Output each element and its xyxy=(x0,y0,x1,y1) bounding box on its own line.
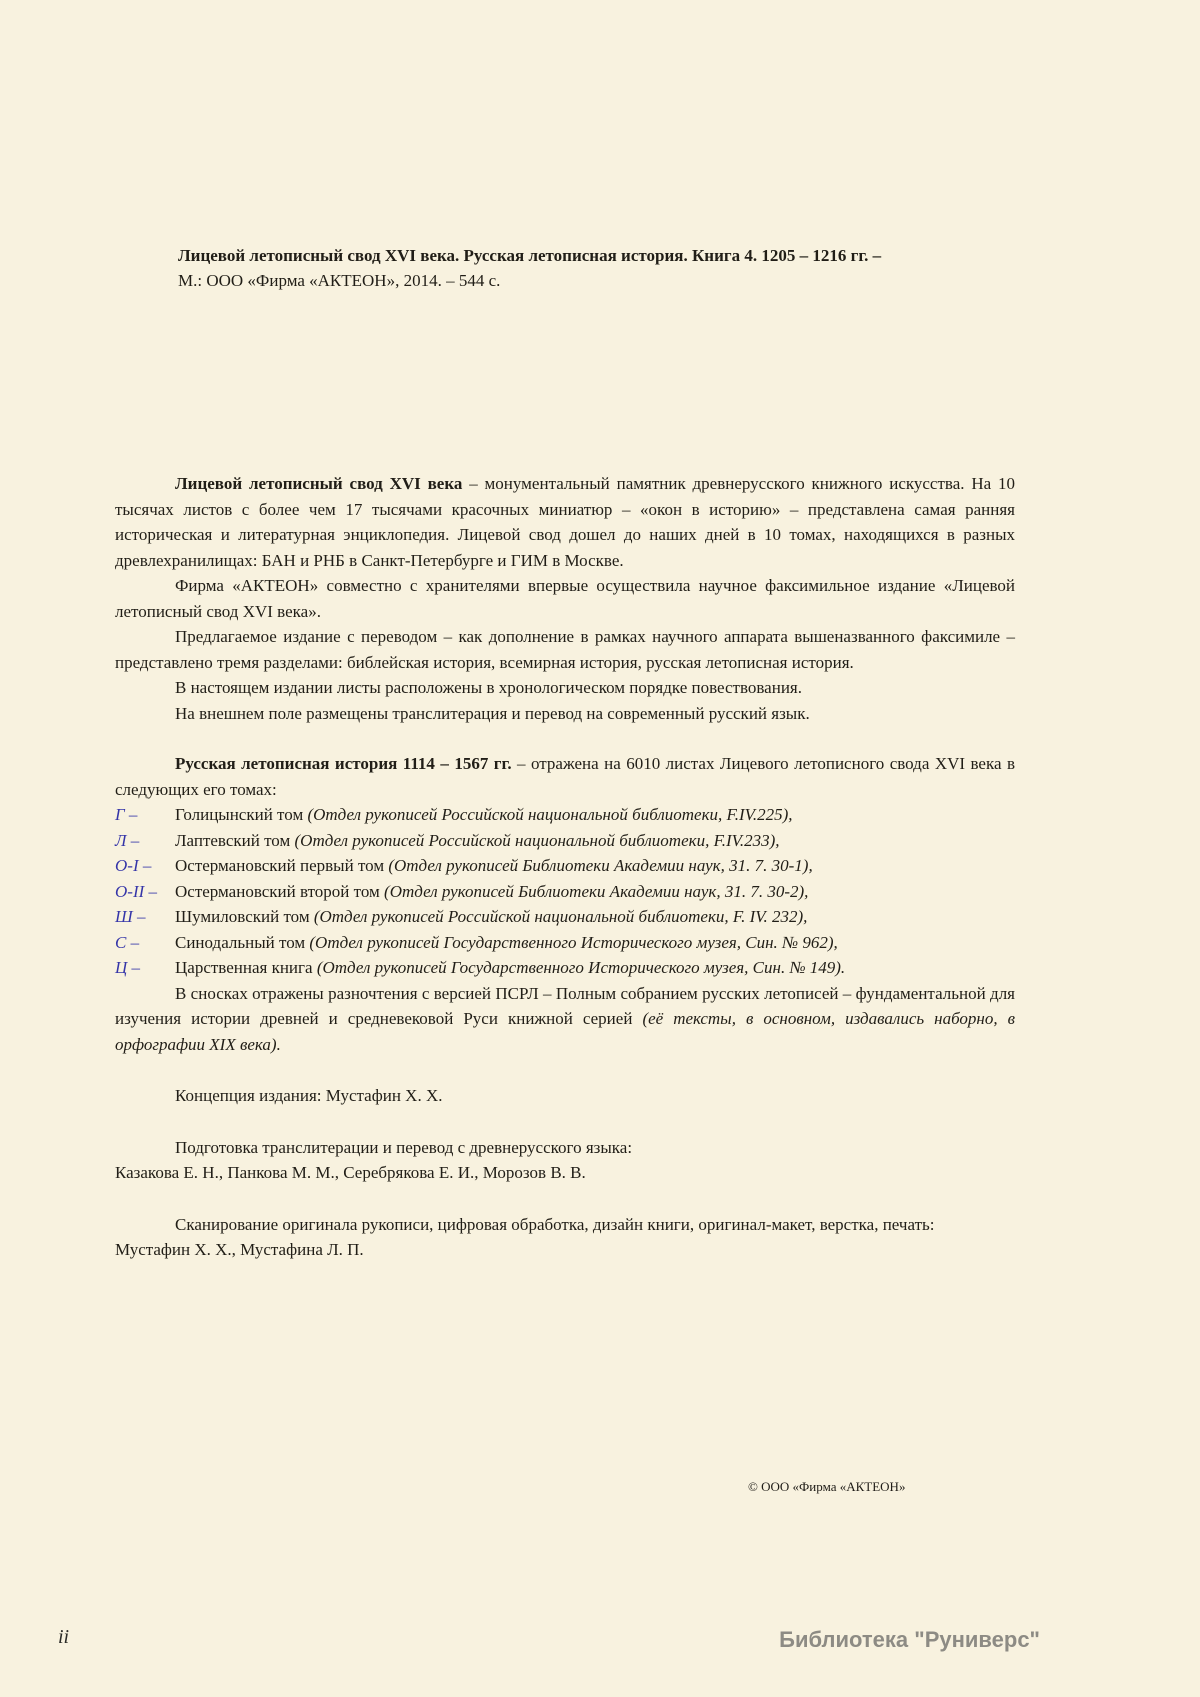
text-run: В сносках отражены разночтения с версией ПСРЛ – Полным собранием русских летописей – фундаментальной для изучения истории древней и средневековой Руси книжной серией xyxy=(115,983,1015,1028)
text-run: На внешнем поле размещены транслитерация и перевод на современный русский язык. xyxy=(175,703,810,723)
volume-source: (Отдел рукописей Библиотеки Академии наук, 31. 7. 30-1), xyxy=(388,856,813,875)
volume-row xyxy=(115,879,1015,905)
page-number: ii xyxy=(58,1626,70,1648)
volume-name: Лаптевский том xyxy=(175,830,295,850)
volume-source: (Отдел рукописей Российской национальной библиотеки, F. IV. 232), xyxy=(313,907,808,926)
credit-group xyxy=(115,1135,1015,1186)
paragraph xyxy=(115,624,1015,675)
main-text xyxy=(115,471,1015,1263)
volume-row xyxy=(115,802,1015,828)
volume-name: Остермановский второй том xyxy=(175,881,385,901)
credit-group xyxy=(115,1212,1015,1263)
volume-letter: Л – xyxy=(115,830,140,850)
library-watermark: Библиотека "Руниверс" xyxy=(779,1627,1040,1652)
text-run: Русская летописная история 1114 – 1567 гг. xyxy=(175,754,512,773)
intro-paragraphs xyxy=(115,471,1015,726)
volume-row xyxy=(115,853,1015,879)
volume-row xyxy=(115,828,1015,854)
text-run: Фирма «АКТЕОН» совместно с хранителями впервые осуществила научное факсимильное издание «Лицевой летописный свод XVI века». xyxy=(115,576,1015,621)
volume-source: (Отдел рукописей Государственного Исторического музея, Син. № 962), xyxy=(309,932,838,952)
citation-line-2: М.: ООО «Фирма «АКТЕОН», 2014. – 544 с. xyxy=(178,271,501,290)
credit-group xyxy=(115,1083,1015,1109)
volume-row xyxy=(115,904,1015,930)
paragraph xyxy=(115,675,1015,701)
volume-source: (Отдел рукописей Российской национальной библиотеки, F.IV.233), xyxy=(294,830,780,850)
text-run: – монументальный памятник древнерусского книжного искусства. На 10 тысячах листов с более чем 17 тысячами красочных миниатюр – «окон в историю» – представлена самая ранняя историческая и литературная энциклопедия. Лицевой свод дошел до наших дней в 10 томах, находящихся в разных древлехранилищах: БАН и РНБ в Санкт-Петербурге и ГИМ в Москве. xyxy=(115,474,1015,570)
volume-row xyxy=(115,930,1015,956)
volume-letter: О-II – xyxy=(115,881,158,901)
volume-row xyxy=(115,955,1015,981)
volume-letter: Ш – xyxy=(115,907,146,926)
volume-name: Голицынский том xyxy=(175,805,308,824)
volume-source: (Отдел рукописей Государственного Исторического музея, Син. № 149). xyxy=(316,958,846,977)
volume-list xyxy=(115,802,1015,981)
footnote-paragraph xyxy=(115,981,1015,1058)
paragraph xyxy=(115,471,1015,573)
credit-line: Мустафин Х. Х., Мустафина Л. П. xyxy=(115,1240,364,1259)
volume-name: Остермановский первый том xyxy=(175,856,389,875)
credit-line: Подготовка транслитерации и перевод с древнерусского языка: xyxy=(175,1137,633,1157)
volume-name: Шумиловский том xyxy=(175,907,314,926)
text-run: (её тексты, в основном, издавались наборно, в орфографии XIX века). xyxy=(115,1009,1015,1054)
citation-block xyxy=(178,243,1018,293)
volume-letter: О-I – xyxy=(115,856,152,875)
text-run: – отражена на 6010 листах Лицевого летописного свода XVI века в следующих его томах: xyxy=(115,754,1015,799)
text-run: В настоящем издании листы расположены в хронологическом порядке повествования. xyxy=(175,678,802,697)
paragraph xyxy=(115,701,1015,727)
credit-line: Концепция издания: Мустафин Х. Х. xyxy=(175,1086,443,1105)
volume-letter: Г – xyxy=(115,805,138,824)
credit-line: Казакова Е. Н., Панкова М. М., Серебрякова Е. И., Морозов В. В. xyxy=(115,1163,586,1182)
volumes-heading xyxy=(115,751,1015,802)
volume-source: (Отдел рукописей Российской национальной библиотеки, F.IV.225), xyxy=(307,805,793,824)
volume-letter: С – xyxy=(115,932,140,952)
volume-name: Синодальный том xyxy=(175,932,310,952)
volume-letter: Ц – xyxy=(115,958,141,977)
citation-line-1: Лицевой летописный свод XVI века. Русская летописная история. Книга 4. 1205 – 1216 гг. – xyxy=(178,246,882,265)
volume-source: (Отдел рукописей Библиотеки Академии наук, 31. 7. 30-2), xyxy=(384,881,809,901)
copyright-notice: © ООО «Фирма «АКТЕОН» xyxy=(748,1479,906,1494)
text-run: Предлагаемое издание с переводом – как дополнение в рамках научного аппарата вышеназванного факсимиле – представлено тремя разделами: библейская история, всемирная история, русская летописная история. xyxy=(115,627,1015,672)
credit-line: Сканирование оригинала рукописи, цифровая обработка, дизайн книги, оригинал-макет, верстка, печать: xyxy=(175,1214,935,1234)
paragraph xyxy=(115,573,1015,624)
credits-block xyxy=(115,1083,1015,1263)
volume-name: Царственная книга xyxy=(175,958,317,977)
text-run: Лицевой летописный свод XVI века xyxy=(175,474,463,493)
